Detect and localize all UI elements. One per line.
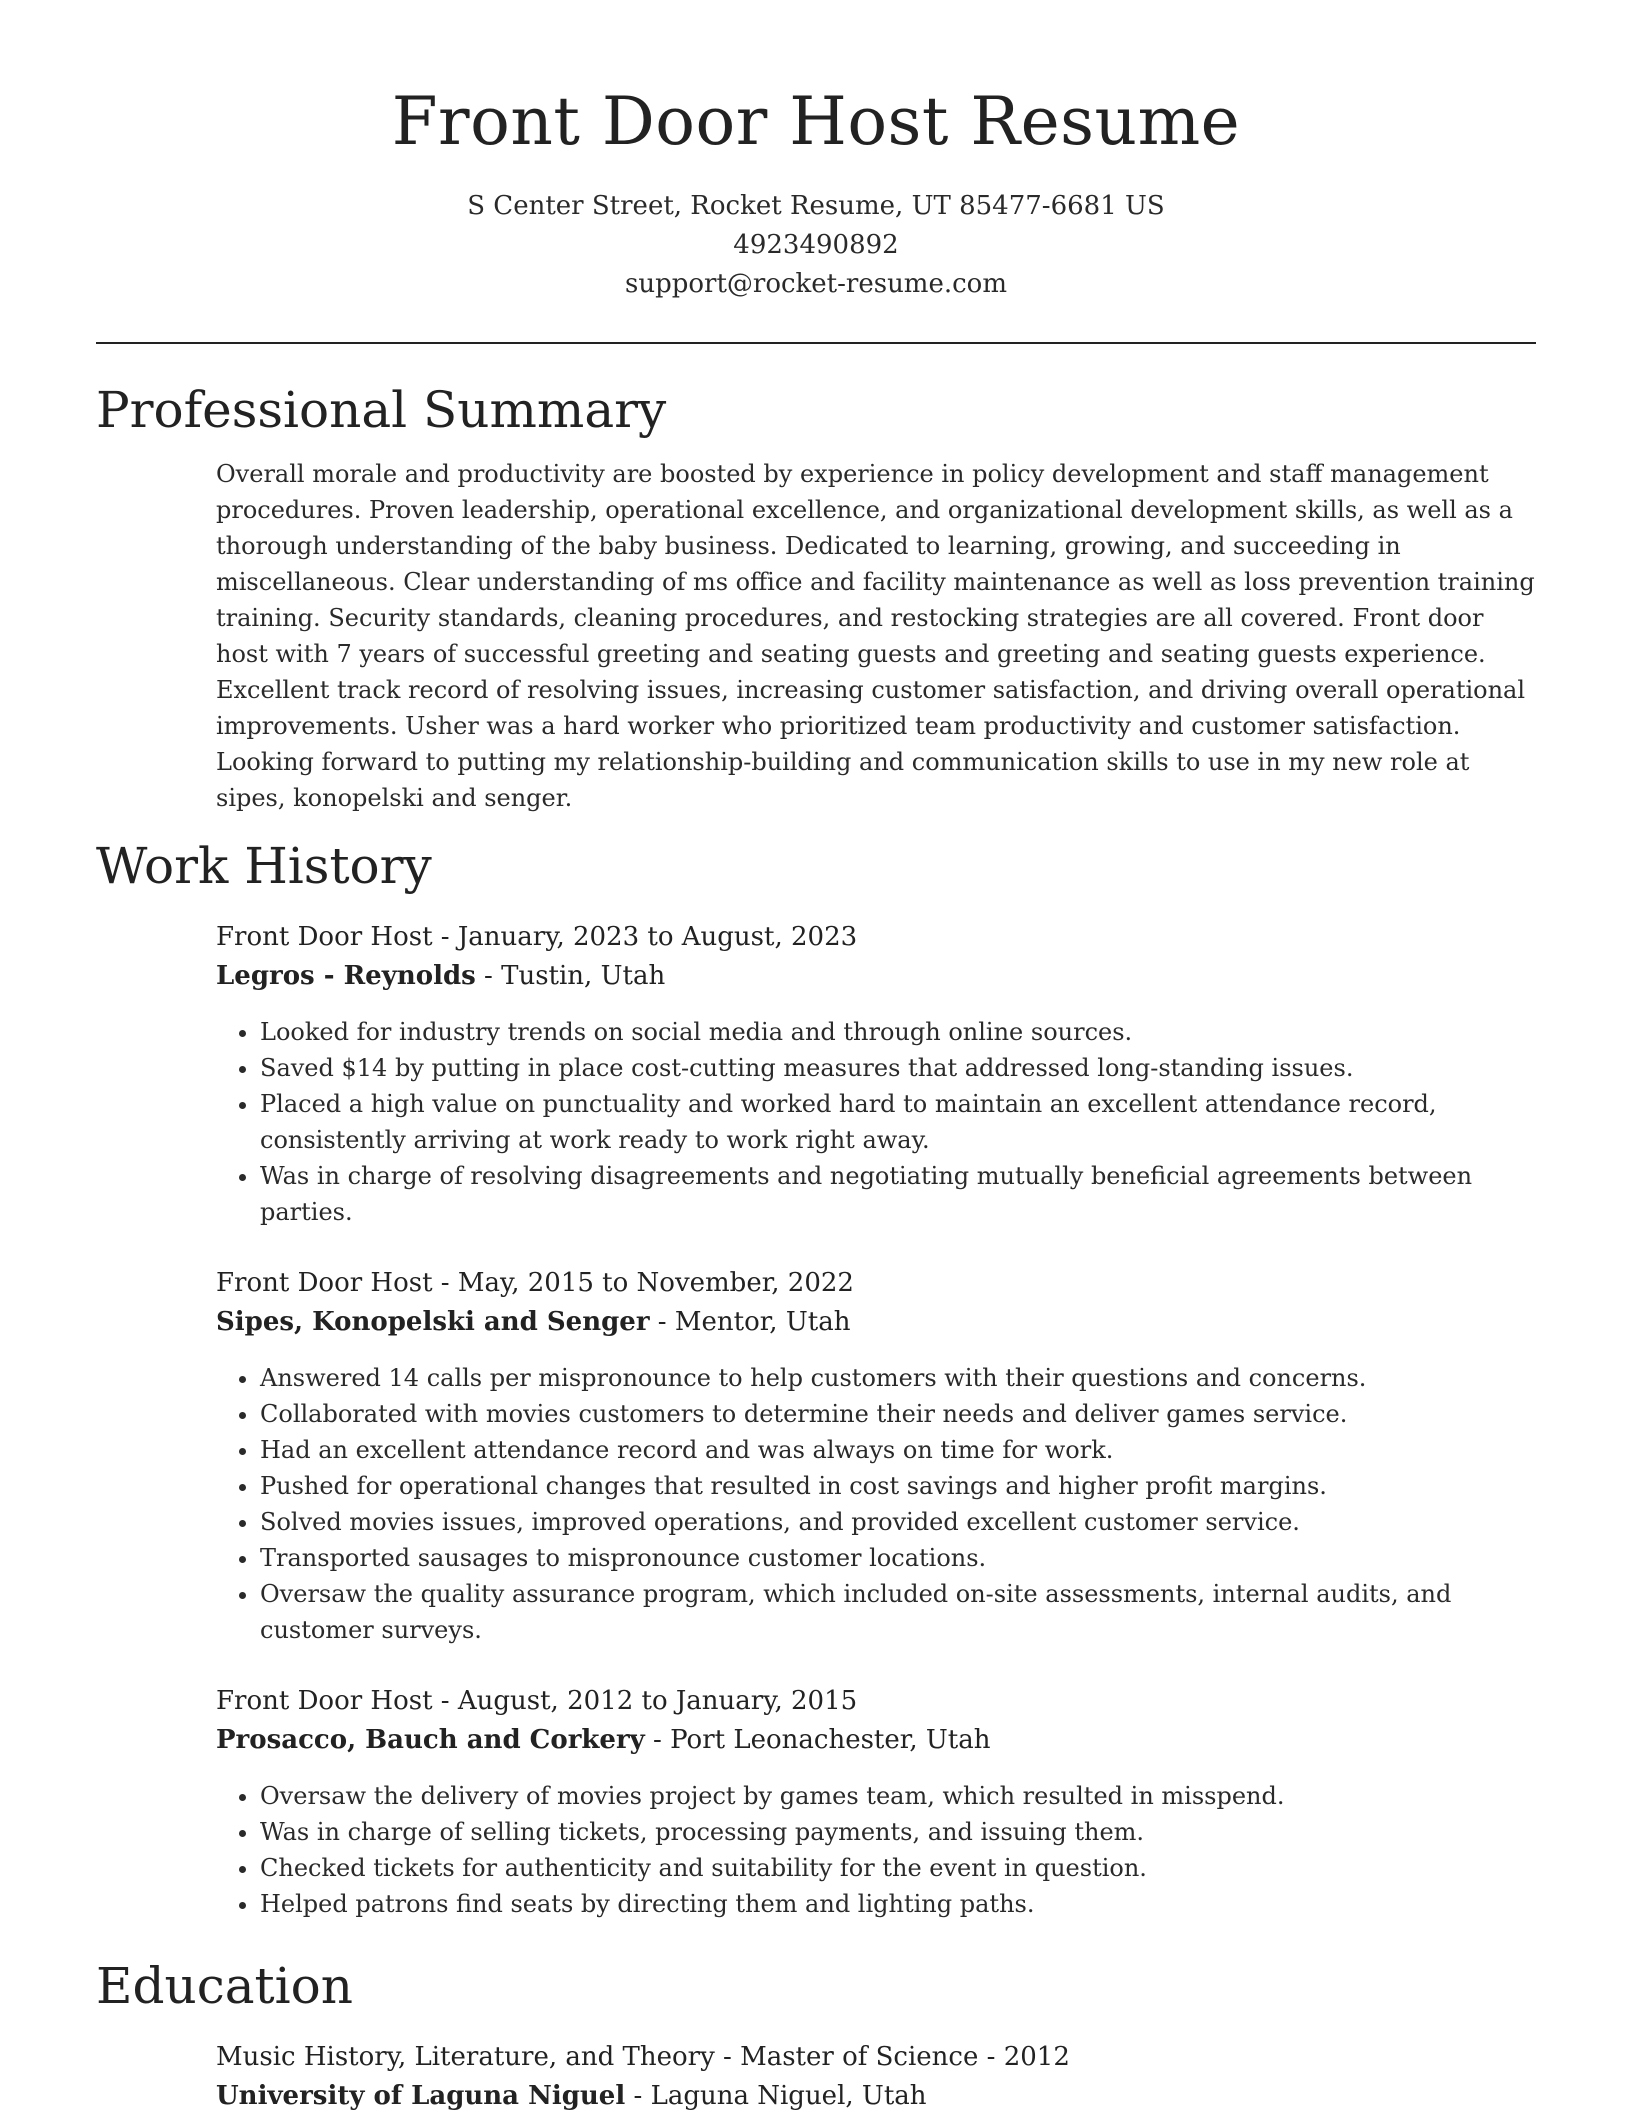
job-location: Mentor, Utah — [674, 1307, 851, 1337]
job-bullet: • Transported sausages to mispronounce customer locations. — [260, 1540, 1536, 1576]
summary-heading: Professional Summary — [96, 381, 667, 439]
job-bullet: • Oversaw the delivery of movies project by games team, which resulted in misspend. — [260, 1778, 1536, 1814]
job-company-line: Sipes, Konopelski and Senger - Mentor, Utah — [216, 1307, 851, 1337]
job-bullet: • Saved $14 by putting in place cost-cutting measures that addressed long-standing issues. — [260, 1050, 1536, 1086]
job-bullet: • Oversaw the quality assurance program, which included on-site assessments, internal audits, and customer surveys. — [260, 1576, 1536, 1648]
job-company-line: Prosacco, Bauch and Corkery - Port Leonachester, Utah — [216, 1725, 991, 1755]
job-bullet: • Had an excellent attendance record and was always on time for work. — [260, 1432, 1536, 1468]
job-bullets — [216, 1014, 1536, 1230]
job-bullet: • Was in charge of selling tickets, processing payments, and issuing them. — [260, 1814, 1536, 1850]
resume-header — [0, 0, 1632, 304]
job-title-line: Front Door Host - January, 2023 to August, 2023 — [216, 922, 858, 952]
phone: 4923490892 — [733, 229, 899, 260]
education-degree: Music History, Literature, and Theory - Master of Science - 2012 — [216, 2042, 1070, 2072]
job-bullet: • Checked tickets for authenticity and suitability for the event in question. — [260, 1850, 1536, 1886]
address: S Center Street, Rocket Resume, UT 85477-6681 US — [467, 190, 1165, 221]
job-company-line: Legros - Reynolds - Tustin, Utah — [216, 961, 666, 991]
job-bullets — [216, 1778, 1536, 1922]
job-bullet: • Looked for industry trends on social media and through online sources. — [260, 1014, 1536, 1050]
job-company: Sipes, Konopelski and Senger — [216, 1307, 650, 1337]
job-bullet: • Answered 14 calls per mispronounce to help customers with their questions and concerns. — [260, 1360, 1536, 1396]
job-company: Legros - Reynolds — [216, 961, 476, 991]
header-divider — [96, 342, 1536, 344]
job-location: Tustin, Utah — [501, 961, 666, 991]
job-company: Prosacco, Bauch and Corkery — [216, 1725, 645, 1755]
education-heading: Education — [96, 1957, 353, 2015]
job-bullet: • Placed a high value on punctuality and worked hard to maintain an excellent attendance record, consistently arriving at work ready to work right away. — [260, 1086, 1536, 1158]
job-entry — [216, 918, 1536, 1230]
education-location: Laguna Niguel, Utah — [650, 2081, 927, 2111]
resume-title: Front Door Host Resume — [391, 83, 1241, 160]
contact-block — [0, 187, 1632, 304]
job-bullet: • Was in charge of resolving disagreements and negotiating mutually beneficial agreements between parties. — [260, 1158, 1536, 1230]
job-entry — [216, 1264, 1536, 1648]
job-title-line: Front Door Host - May, 2015 to November, 2022 — [216, 1268, 854, 1298]
job-bullet: • Solved movies issues, improved operations, and provided excellent customer service. — [260, 1504, 1536, 1540]
summary-text: Overall morale and productivity are boosted by experience in policy development and staff management procedures. Proven leadership, operational excellence, and organizational development skills, as well as a thorough understanding of the baby business. Dedicated to learning, growing, and succeeding in miscellaneous. Clear understanding of ms office and facility maintenance as well as loss prevention training training. Security standards, cleaning procedures, and restocking strategies are all covered. Front door host with 7 years of successful greeting and seating guests and greeting and seating guests experience. Excellent track record of resolving issues, increasing customer satisfaction, and driving overall operational improvements. Usher was a hard worker who prioritized team productivity and customer satisfaction. Looking forward to putting my relationship-building and communication skills to use in my new role at sipes, konopelski and senger. — [216, 460, 1535, 812]
job-bullet: • Pushed for operational changes that resulted in cost savings and higher profit margins. — [260, 1468, 1536, 1504]
job-bullet: • Collaborated with movies customers to determine their needs and deliver games service. — [260, 1396, 1536, 1432]
resume-content — [96, 380, 1536, 2116]
summary-section — [216, 456, 1536, 816]
job-bullets — [216, 1360, 1536, 1648]
work-history-section — [216, 918, 1536, 1922]
education-section — [216, 2038, 1536, 2116]
job-bullet: • Helped patrons find seats by directing them and lighting paths. — [260, 1886, 1536, 1922]
job-entry — [216, 1682, 1536, 1922]
job-title-line: Front Door Host - August, 2012 to January, 2015 — [216, 1686, 858, 1716]
education-school-line: University of Laguna Niguel - Laguna Niguel, Utah — [216, 2081, 927, 2111]
email: support@rocket-resume.com — [624, 268, 1007, 299]
education-school: University of Laguna Niguel — [216, 2081, 626, 2111]
job-location: Port Leonachester, Utah — [670, 1725, 991, 1755]
work-history-heading: Work History — [96, 837, 432, 895]
